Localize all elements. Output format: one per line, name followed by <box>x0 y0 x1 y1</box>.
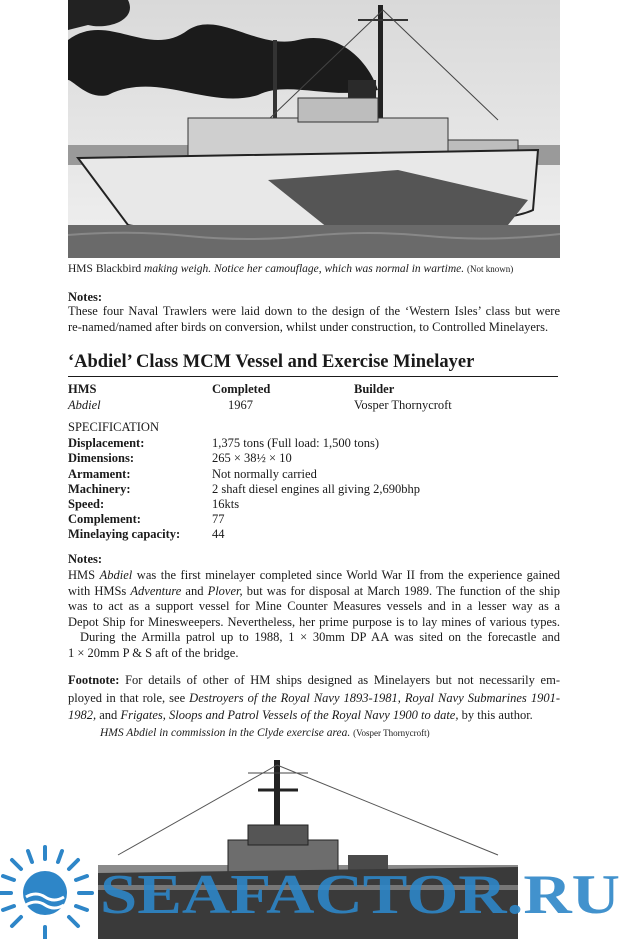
spec-value: 265 × 38½ × 10 <box>212 451 292 465</box>
spec-value: 1,375 tons (Full load: 1,500 tons) <box>212 436 380 450</box>
spec-label: Displacement: <box>68 436 145 450</box>
spec-label: Armament: <box>68 467 131 481</box>
spec-value: 16kts <box>212 497 240 511</box>
notes-heading: Notes: <box>68 290 103 304</box>
table-cell-completed: 1967 <box>228 398 253 412</box>
spec-label: Dimensions: <box>68 451 134 465</box>
spec-value: 77 <box>212 512 225 526</box>
spec-value: 44 <box>212 527 225 541</box>
photo-caption-abdiel: HMS Abdiel in commission in the Clyde exercise area. (Vosper Thornycroft) <box>100 727 430 739</box>
photo-hms-blackbird <box>68 0 560 258</box>
table-header-completed: Completed <box>212 382 271 396</box>
footnote: Footnote: For details of other of HM ships designed as Minelayers but not necessarily em- ployed in that role, see Destroyers of the Royal Navy 1893-1981, Royal Navy Submarines 1901- 1982, and Frigates, Sloops and Patrol Vessels of the Royal Navy 1900 to date, by this author. <box>68 673 560 722</box>
table-header-builder: Builder <box>354 382 395 396</box>
notes-paragraph: These four Naval Trawlers were laid down to the design of the ‘Western Isles’ class but were re-named/named after birds on conversion, whilst under construction, to Controlled Minelayers. <box>68 304 560 334</box>
watermark-text: SEAFACTOR.RU <box>100 864 620 926</box>
spec-title: SPECIFICATION <box>68 420 159 434</box>
table-cell-builder: Vosper Thornycroft <box>354 398 452 412</box>
spec-label: Machinery: <box>68 482 131 496</box>
notes-heading: Notes: <box>68 552 103 566</box>
spec-value: 2 shaft diesel engines all giving 2,690bhp <box>212 482 420 496</box>
spec-value: Not normally carried <box>212 467 317 481</box>
photo-caption-blackbird: HMS Blackbird making weigh. Notice her camouflage, which was normal in wartime. (Not known) <box>68 263 514 275</box>
watermark <box>0 845 635 939</box>
spec-label: Complement: <box>68 512 141 526</box>
class-heading: ‘Abdiel’ Class MCM Vessel and Exercise Minelayer <box>68 352 475 372</box>
table-header-hms: HMS <box>68 382 97 396</box>
table-cell-ship: Abdiel <box>68 398 101 412</box>
notes-paragraph: HMS Abdiel was the first minelayer completed since World War II from the experience gained with HMSs Adventure and Plover, but was for disposal at March 1989. The function of the ship was to act as a support vessel for Mine Counter Measures vessels and in a lesser way as a Depot Ship for Minesweepers. Nevertheless, her prime purpose is to lay mines of various types. During the Armilla patrol up to 1988, 1 × 30mm DP AA was sited on the forecastle and 1 × 20mm P & S aft of the bridge. <box>68 568 560 660</box>
sun-logo-icon <box>0 847 92 939</box>
spec-label: Speed: <box>68 497 105 511</box>
heading-rule <box>68 376 558 377</box>
spec-label: Minelaying capacity: <box>68 527 181 541</box>
